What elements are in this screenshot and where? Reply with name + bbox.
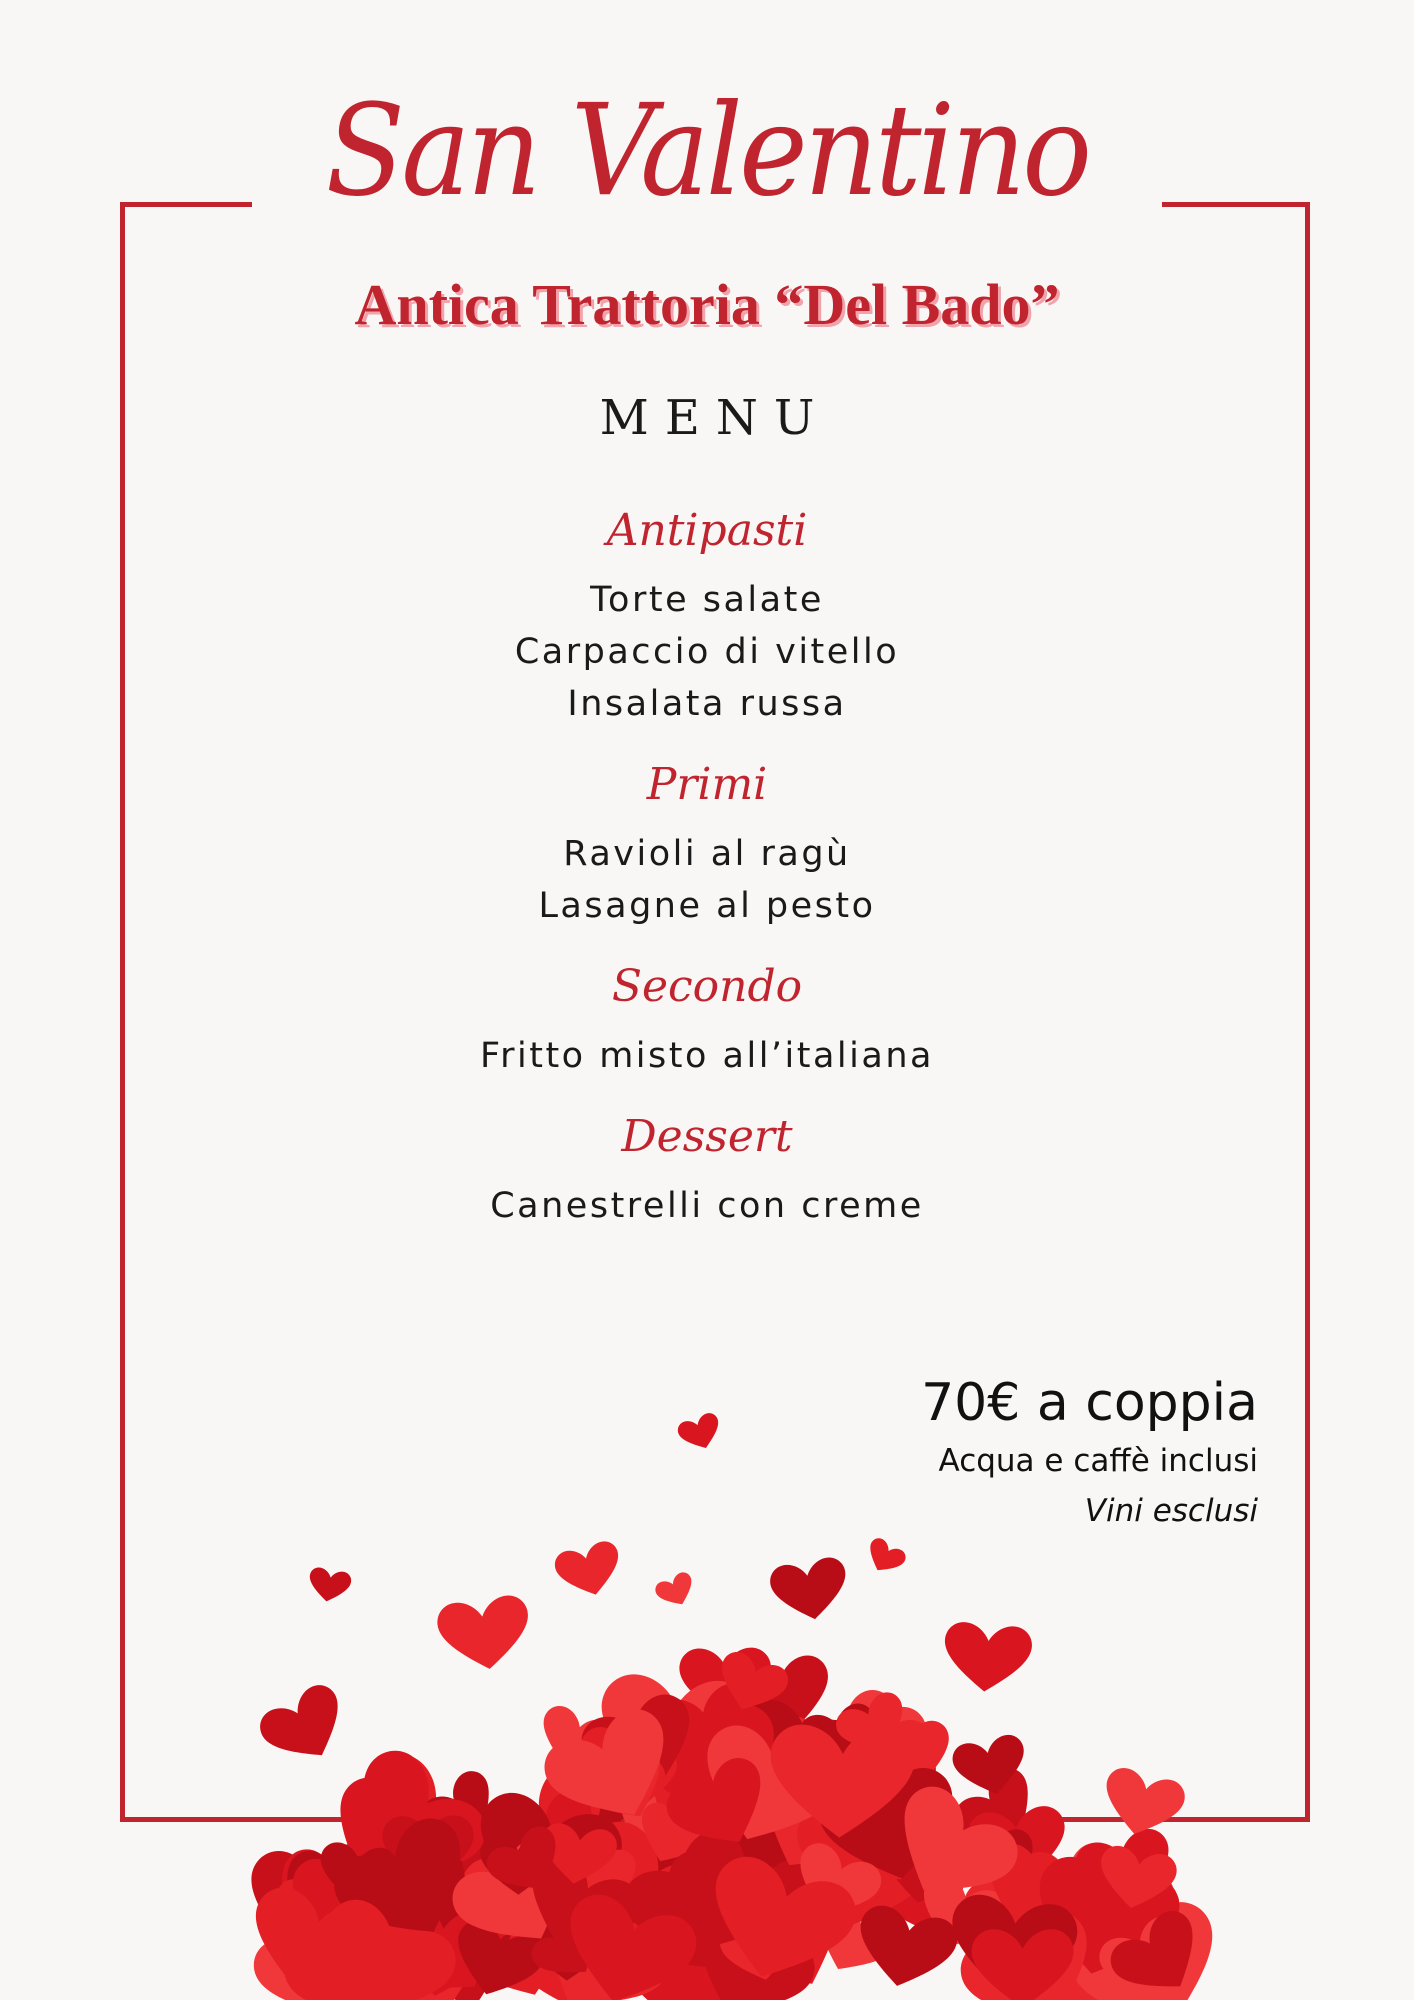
heart-shape [952, 1903, 1113, 2000]
heart-shape [482, 1842, 576, 1923]
heart-shape [336, 1833, 518, 1999]
heart-shape [259, 1864, 393, 1995]
heart-shape [359, 1846, 442, 1914]
heart-shape [998, 1875, 1156, 2000]
heart-shape [444, 1916, 549, 2000]
heart-shape [334, 1832, 500, 1990]
heart-shape [481, 1821, 573, 1907]
heart-shape [418, 1819, 496, 1883]
heart-shape [954, 1842, 1097, 1979]
heart-shape [412, 1849, 589, 2000]
heart-shape [995, 1880, 1113, 1984]
heart-shape [1022, 1838, 1129, 1933]
restaurant-name: Antica Trattoria “Del Bado” [354, 272, 1060, 337]
heart-shape [643, 1872, 775, 1997]
heart-shape [1022, 1851, 1185, 1990]
course-list [0, 502, 1414, 1258]
heart-shape [331, 1829, 424, 1908]
heart-shape [613, 1820, 779, 1978]
heart-shape [1103, 1903, 1217, 2000]
included-note: Acqua e caffè inclusi [938, 1443, 1258, 1479]
heart-shape [260, 1842, 383, 1961]
heart-shape [480, 1836, 556, 1895]
heart-shape [933, 1870, 1079, 2000]
dish-item: Insalata russa [567, 684, 847, 724]
heart-shape [508, 1844, 650, 1973]
heart-shape [717, 1915, 803, 1988]
course-dessert [0, 1108, 1414, 1232]
heart-shape [970, 1837, 1093, 1948]
heart-shape [1093, 1910, 1201, 2000]
heart-shape [246, 1908, 391, 2000]
heart-shape [382, 1815, 474, 1887]
course-primi [0, 756, 1414, 932]
heart-shape [526, 1908, 614, 1993]
course-title: Antipasti [606, 505, 808, 556]
heart-shape [354, 1859, 530, 2000]
heart-shape [537, 1821, 619, 1889]
heart-shape [943, 1891, 1080, 2000]
heart-shape [324, 1808, 493, 1965]
heart-shape [1035, 1867, 1129, 1953]
heart-shape [972, 1929, 1074, 2000]
dish-item: Fritto misto all’italiana [480, 1036, 934, 1076]
heart-shape [647, 1843, 789, 1970]
heart-shape [784, 1838, 887, 1931]
heart-shape [625, 1889, 737, 1979]
heart-shape [455, 1825, 596, 1952]
heart-shape [951, 1896, 1066, 1987]
heart-shape [273, 1865, 364, 1943]
heart-shape [1080, 1890, 1190, 1984]
dish-item: Canestrelli con creme [490, 1186, 924, 1226]
heart-shape [758, 1818, 895, 1948]
heart-shape [443, 1829, 592, 1969]
heart-shape [344, 1855, 470, 1968]
heart-shape [955, 1824, 1047, 1907]
heart-shape [233, 1845, 382, 1974]
heart-shape [395, 1810, 545, 1942]
heart-shape [397, 1910, 525, 2000]
heart-shape [607, 1837, 729, 1953]
heart-shape [977, 1900, 1103, 2000]
heart-shape [616, 1811, 785, 1971]
menu-heading: MENU [599, 390, 831, 446]
heart-shape [693, 1849, 864, 1999]
heart-shape [673, 1902, 823, 2000]
heart-shape [260, 1866, 402, 1986]
heart-shape [313, 1857, 416, 1946]
dish-item: Lasagne al pesto [538, 886, 876, 926]
heart-shape [700, 1857, 873, 2000]
heart-shape [267, 1844, 418, 1988]
price-block [921, 1370, 1258, 1536]
heart-shape [1069, 1871, 1174, 1953]
heart-shape [251, 1840, 386, 1972]
heart-shape [504, 1910, 634, 2000]
heart-shape [910, 1870, 1011, 1959]
heart-shape [316, 1840, 399, 1908]
course-title: Primi [646, 759, 768, 810]
course-title: Secondo [611, 961, 803, 1012]
heart-shape [514, 1883, 679, 2000]
heart-shape [455, 1898, 585, 2000]
price-per-couple: 70€ a coppia [921, 1373, 1258, 1433]
heart-shape [799, 1889, 907, 1988]
excluded-note: Vini esclusi [1084, 1493, 1258, 1529]
heart-shape [378, 1900, 504, 2000]
dish-item: Carpaccio di vitello [514, 632, 900, 672]
heart-shape [1090, 1886, 1169, 1951]
heart-shape [340, 1887, 511, 2000]
heart-shape [435, 1829, 554, 1945]
heart-shape [513, 1897, 622, 1982]
heart-shape [559, 1848, 639, 1912]
heart-shape [1093, 1843, 1179, 1915]
heart-shape [849, 1901, 961, 1996]
heart-shape [1014, 1910, 1162, 2000]
course-secondo [0, 958, 1414, 1082]
heart-shape [634, 1900, 755, 1996]
heart-shape [290, 1858, 403, 1948]
heart-shape [551, 1810, 737, 1983]
dish-item: Torte salate [590, 580, 824, 620]
page-title: San Valentino [325, 77, 1089, 224]
heart-shape [773, 1803, 940, 1946]
heart-shape [496, 1923, 574, 1989]
heart-shape [872, 1855, 975, 1941]
heart-shape [335, 1905, 430, 1995]
course-title: Dessert [621, 1111, 793, 1162]
heart-shape [1063, 1893, 1240, 2000]
heart-shape [551, 1888, 703, 2000]
heart-shape [1071, 1824, 1181, 1919]
heart-shape [272, 1879, 461, 2000]
heart-shape [238, 1881, 387, 2000]
heart-shape [314, 1865, 462, 2000]
heart-shape [298, 1890, 465, 2000]
heart-shape [395, 1869, 500, 1962]
heart-shape [624, 1921, 778, 2000]
course-antipasti [0, 502, 1414, 730]
heart-shape [875, 1828, 973, 1910]
dish-item: Ravioli al ragù [563, 834, 851, 874]
